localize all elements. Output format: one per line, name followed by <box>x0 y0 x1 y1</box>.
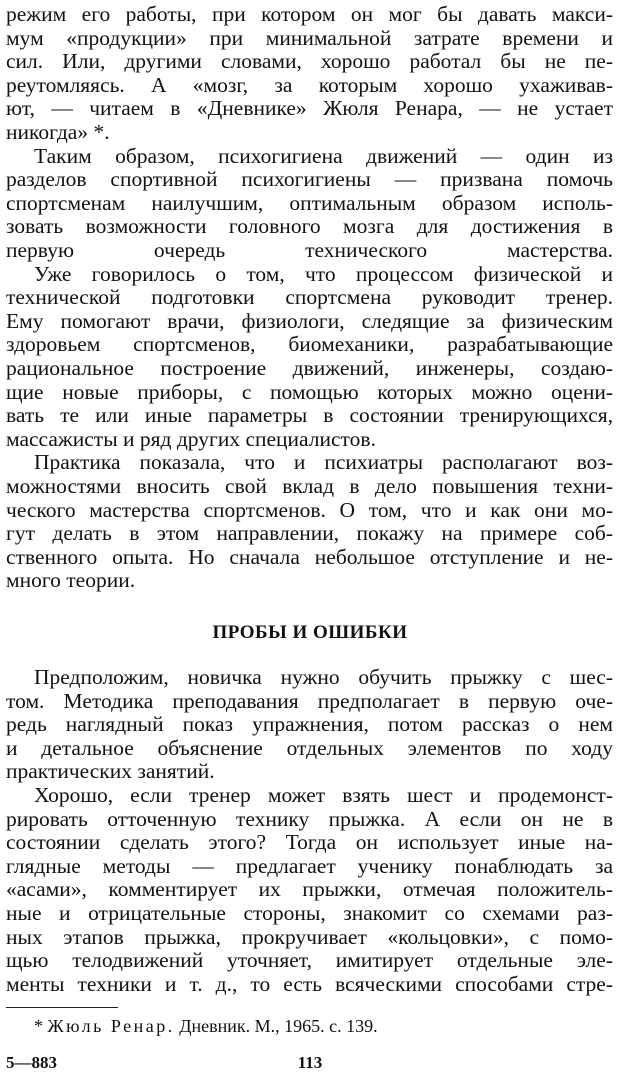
text-line: мум «продукции» при минимальной затрате времени и <box>6 26 613 50</box>
footnote-marker: * <box>34 1016 43 1036</box>
text-line: Уже говорилось о том, что процессом физической и <box>34 262 613 286</box>
text-line: щью телодвижений уточняет, имитирует отдельные элe- <box>6 948 613 972</box>
text-line: Предположим, новичка нужно обучить прыжку с шес- <box>34 665 613 689</box>
text-line: рациональное построение движений, инженеры, создаю- <box>6 356 613 380</box>
text-line: ных этапов прыжка, прокручивает «кольцовки», с помо- <box>6 925 613 949</box>
footnote-source: Дневник. М., 1965. с. 139. <box>179 1016 378 1036</box>
text-line: том. Методика преподавания предполагает в первую оче- <box>6 689 613 713</box>
page-number: 113 <box>297 1053 323 1072</box>
footnote-author: Жюль Ренар. <box>47 1016 175 1036</box>
text-line: здоровьем спортсменов, биомеханики, разрабатывающие <box>6 332 613 356</box>
text-line: Ему помогают врачи, физиологи, следящие за физическим <box>6 309 613 333</box>
text-line: разделов спортивной психогигиены — призвана помочь <box>6 167 613 191</box>
text-line: спортсменам наилучшим, оптимальным образом исполь- <box>6 191 613 215</box>
text-line: режим его работы, при котором он мог бы давать макси- <box>6 2 613 26</box>
text-line: реутомляясь. А «мозг, за которым хорошо ухаживав- <box>6 73 613 97</box>
text-line: ют, — читаем в «Дневнике» Жюля Ренара, — не устает <box>6 96 613 120</box>
text-line: зовать возможности головного мозга для достижения в <box>6 214 613 238</box>
text-line: вать те или иные параметры в состоянии тренирующихся, <box>6 403 613 427</box>
text-line: никогда» *. <box>6 120 110 144</box>
text-line: технической подготовки спортсмена руководит тренер. <box>6 285 613 309</box>
section-heading: ПРОБЫ И ОШИБКИ <box>212 622 408 643</box>
text-line: Таким образом, психогигиена движений — один из <box>34 144 613 168</box>
text-line: много теории. <box>6 568 136 592</box>
footnote <box>34 1016 378 1037</box>
text-line: Практика показала, что и психиатры располагают воз- <box>34 450 613 474</box>
text-line: практических занятий. <box>6 759 215 783</box>
text-line: ческого мастерства спортсменов. О том, что и как они мо- <box>6 498 613 522</box>
footnote-rule <box>6 1007 118 1008</box>
text-line: можностями вносить свой вклад в дело повышения техни- <box>6 474 613 498</box>
text-line: массажисты и ряд других специалистов. <box>6 427 376 451</box>
printer-signature: 5—883 <box>6 1053 57 1072</box>
text-line: гут делать в этом направлении, покажу на примере соб- <box>6 521 613 545</box>
text-line: щие новые приборы, с помощью которых можно оцени- <box>6 380 613 404</box>
text-line: редь наглядный показ упражнения, потом рассказ о нем <box>6 712 613 736</box>
text-line: первую очередь технического мастерства. <box>6 238 613 262</box>
text-line: глядные методы — предлагает ученику понаблюдать за <box>6 854 613 878</box>
text-line: Хорошо, если тренер может взять шест и продемонст- <box>34 783 613 807</box>
text-line: сил. Или, другими словами, хорошо работал бы не пе- <box>6 49 613 73</box>
text-line: ные и отрицательные стороны, знакомит со схемами раз- <box>6 901 613 925</box>
text-line: менты техники и т. д., то есть всяческими способами стре- <box>6 972 613 996</box>
text-line: ственного опыта. Но сначала небольшое отступление и не- <box>6 545 613 569</box>
text-line: и детальное объяснение отдельных элементов по ходу <box>6 736 613 760</box>
text-line: рировать отточенную технику прыжка. А если он не в <box>6 807 613 831</box>
text-line: «асами», комментирует их прыжки, отмечая положитель- <box>6 877 613 901</box>
text-line: состоянии сделать этого? Тогда он использует иные на- <box>6 830 613 854</box>
